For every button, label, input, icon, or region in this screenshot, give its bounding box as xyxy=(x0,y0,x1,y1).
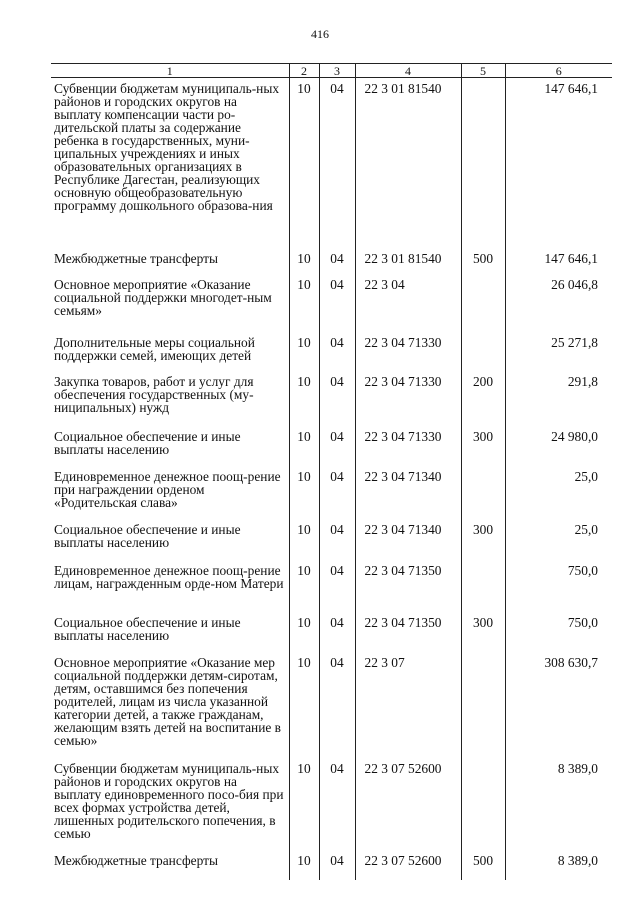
table-row xyxy=(51,560,612,612)
row-subsection: 04 xyxy=(319,519,355,560)
row-subsection: 04 xyxy=(319,652,355,758)
row-target-code: 22 3 07 52600 xyxy=(355,850,461,880)
row-section: 10 xyxy=(289,248,319,274)
row-subsection: 04 xyxy=(319,560,355,612)
row-subsection: 04 xyxy=(319,426,355,466)
row-amount: 25 271,8 xyxy=(505,332,612,371)
column-header: 1 xyxy=(51,64,289,78)
row-target-code: 22 3 04 71340 xyxy=(355,466,461,519)
row-subsection: 04 xyxy=(319,612,355,652)
column-number-header xyxy=(51,64,612,78)
table-row xyxy=(51,371,612,426)
row-amount: 147 646,1 xyxy=(505,248,612,274)
row-amount: 8 389,0 xyxy=(505,850,612,880)
table-row xyxy=(51,850,612,880)
row-subsection: 04 xyxy=(319,850,355,880)
row-name: Основное мероприятие «Оказание социальной поддержки многодет-ным семьям» xyxy=(54,276,272,318)
row-section: 10 xyxy=(289,758,319,850)
row-section: 10 xyxy=(289,426,319,466)
row-amount: 25,0 xyxy=(505,466,612,519)
row-target-code: 22 3 01 81540 xyxy=(355,248,461,274)
row-target-code: 22 3 04 71330 xyxy=(355,426,461,466)
row-name: Межбюджетные трансферты xyxy=(54,250,218,266)
row-name: Субвенции бюджетам муниципаль-ных районов и городских округов на выплату компенсации части ро-дительской платы за содержание ребенка в государственных, муни-ципальных учреждениях и иных образовательных организациях в Республике Дагестан, реализующих основную общеобразовательную программу дошкольного образова-ния xyxy=(54,81,280,213)
row-amount: 8 389,0 xyxy=(505,758,612,850)
row-target-code: 22 3 07 xyxy=(355,652,461,758)
table-row xyxy=(51,519,612,560)
row-target-code: 22 3 04 71340 xyxy=(355,519,461,560)
row-subsection: 04 xyxy=(319,78,355,248)
row-amount: 26 046,8 xyxy=(505,274,612,332)
row-section: 10 xyxy=(289,519,319,560)
row-subsection: 04 xyxy=(319,274,355,332)
row-name: Межбюджетные трансферты xyxy=(54,852,218,868)
row-expense-type xyxy=(461,466,505,519)
row-name: Дополнительные меры социальной поддержки семей, имеющих детей xyxy=(54,334,255,363)
row-expense-type: 500 xyxy=(461,850,505,880)
row-name: Основное мероприятие «Оказание мер социальной поддержки детям-сиротам, детям, оставшимся без попечения родителей, лицам из числа указанной категории детей, а также гражданам, желающим взять детей на воспитание в семью» xyxy=(54,654,281,748)
table-row xyxy=(51,78,612,248)
row-target-code: 22 3 04 xyxy=(355,274,461,332)
table-row xyxy=(51,248,612,274)
row-subsection: 04 xyxy=(319,371,355,426)
row-section: 10 xyxy=(289,652,319,758)
row-section: 10 xyxy=(289,850,319,880)
row-expense-type: 200 xyxy=(461,371,505,426)
row-section: 10 xyxy=(289,371,319,426)
page-number: 416 xyxy=(311,27,329,41)
row-name: Единовременное денежное поощ-рение лицам, награжденным орде-ном Матери xyxy=(54,562,284,591)
row-name: Закупка товаров, работ и услуг для обеспечения государственных (му-ниципальных) нужд xyxy=(54,373,254,415)
table-row xyxy=(51,758,612,850)
row-expense-type xyxy=(461,560,505,612)
row-amount: 147 646,1 xyxy=(505,78,612,248)
row-section: 10 xyxy=(289,612,319,652)
table-row xyxy=(51,426,612,466)
column-header: 5 xyxy=(461,64,505,78)
row-section: 10 xyxy=(289,466,319,519)
row-expense-type xyxy=(461,274,505,332)
row-subsection: 04 xyxy=(319,758,355,850)
row-section: 10 xyxy=(289,78,319,248)
table-row xyxy=(51,612,612,652)
row-subsection: 04 xyxy=(319,248,355,274)
table-row xyxy=(51,332,612,371)
row-section: 10 xyxy=(289,274,319,332)
row-target-code: 22 3 01 81540 xyxy=(355,78,461,248)
row-target-code: 22 3 07 52600 xyxy=(355,758,461,850)
table-row xyxy=(51,466,612,519)
column-header: 2 xyxy=(289,64,319,78)
row-section: 10 xyxy=(289,332,319,371)
row-amount: 291,8 xyxy=(505,371,612,426)
row-target-code: 22 3 04 71330 xyxy=(355,332,461,371)
row-expense-type xyxy=(461,758,505,850)
column-header: 4 xyxy=(355,64,461,78)
row-expense-type: 300 xyxy=(461,612,505,652)
row-amount: 750,0 xyxy=(505,612,612,652)
row-name: Социальное обеспечение и иные выплаты населению xyxy=(54,521,241,550)
row-name: Социальное обеспечение и иные выплаты населению xyxy=(54,614,241,643)
column-header: 3 xyxy=(319,64,355,78)
row-name: Единовременное денежное поощ-рение при награждении орденом «Родительская слава» xyxy=(54,468,281,510)
row-target-code: 22 3 04 71330 xyxy=(355,371,461,426)
row-amount: 750,0 xyxy=(505,560,612,612)
row-target-code: 22 3 04 71350 xyxy=(355,612,461,652)
row-expense-type: 500 xyxy=(461,248,505,274)
row-target-code: 22 3 04 71350 xyxy=(355,560,461,612)
budget-table xyxy=(51,63,612,880)
row-expense-type xyxy=(461,332,505,371)
row-expense-type: 300 xyxy=(461,519,505,560)
row-subsection: 04 xyxy=(319,466,355,519)
row-name: Субвенции бюджетам муниципаль-ных районов и городских округов на выплату единовременного посо-бия при всех формах устройства детей, лишенных родительского попечения, в семью xyxy=(54,760,284,841)
row-amount: 24 980,0 xyxy=(505,426,612,466)
row-subsection: 04 xyxy=(319,332,355,371)
table-row xyxy=(51,274,612,332)
row-expense-type xyxy=(461,652,505,758)
row-expense-type: 300 xyxy=(461,426,505,466)
row-amount: 25,0 xyxy=(505,519,612,560)
row-section: 10 xyxy=(289,560,319,612)
column-header: 6 xyxy=(505,64,612,78)
row-expense-type xyxy=(461,78,505,248)
table-row xyxy=(51,652,612,758)
row-amount: 308 630,7 xyxy=(505,652,612,758)
row-name: Социальное обеспечение и иные выплаты населению xyxy=(54,428,241,457)
